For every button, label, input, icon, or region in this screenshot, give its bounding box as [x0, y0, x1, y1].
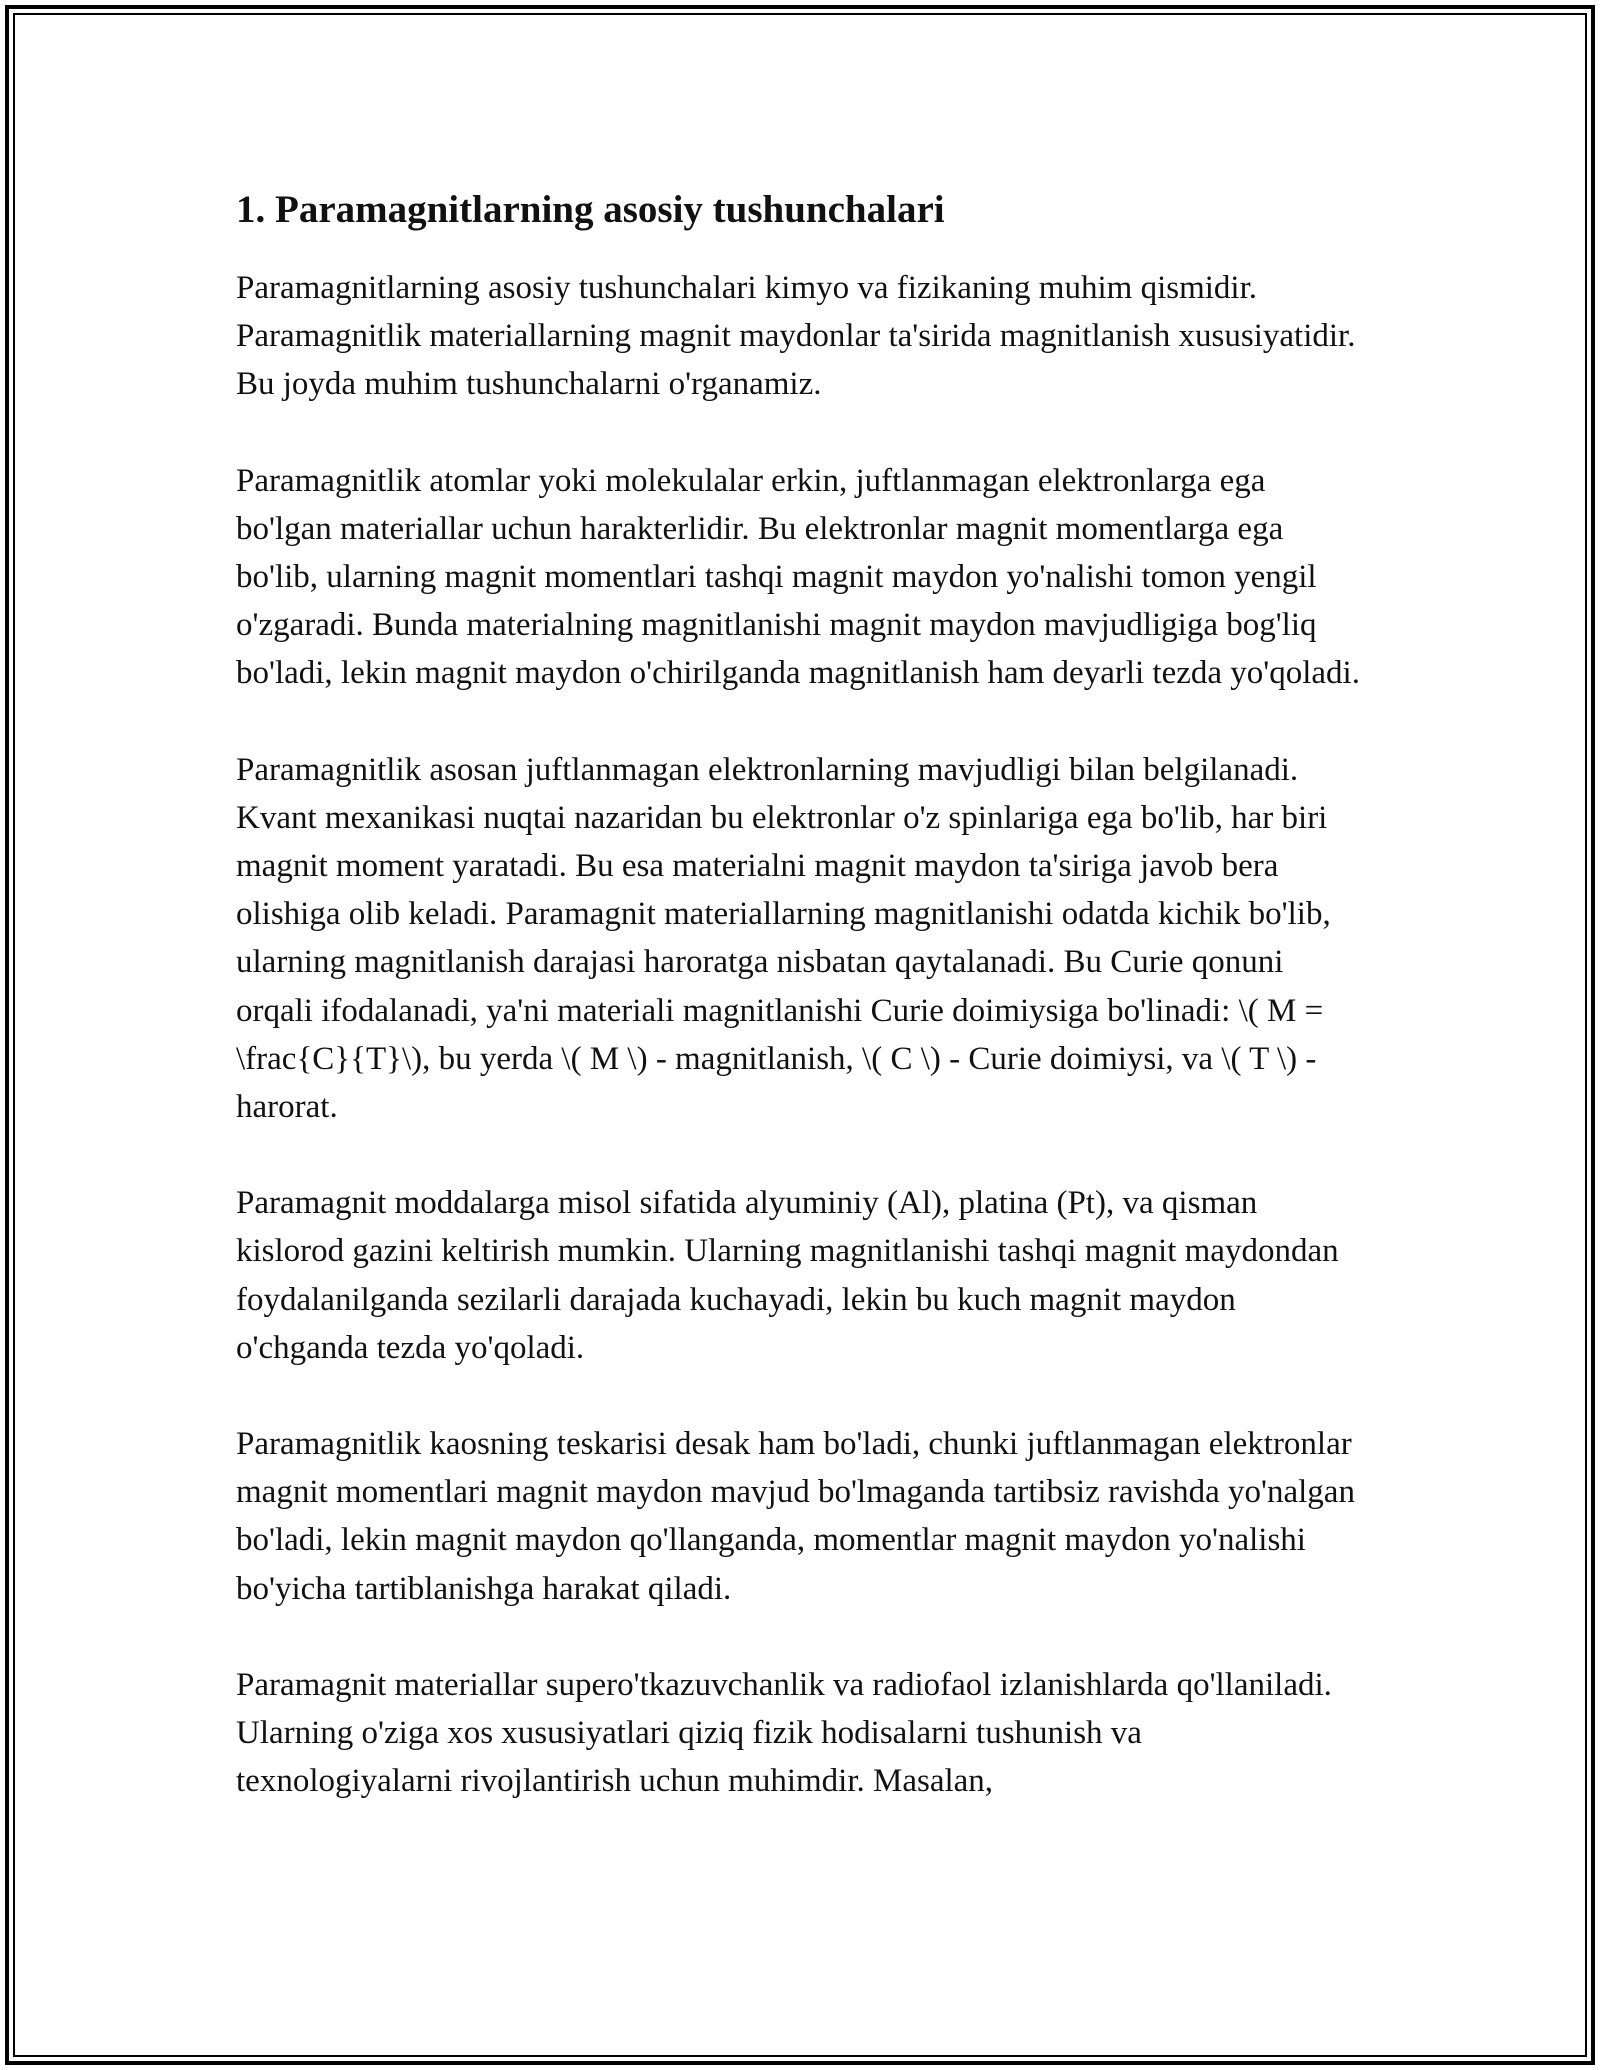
- paragraph-1: Paramagnitlarning asosiy tushunchalari kimyo va fizikaning muhim qismidir. Paramagnitlik materiallarning magnit maydonlar ta'sirida magnitlanish xususiyatidir. Bu joyda muhim tushunchalarni o'rganamiz.: [236, 270, 1356, 403]
- paragraph-4: Paramagnit moddalarga misol sifatida alyuminiy (Al), platina (Pt), va qisman kislorod gazini keltirish mumkin. Ularning magnitlanishi tashqi magnit maydondan foydalanilganda sezilarli darajada kuchayadi, lekin bu kuch magnit maydon o'chganda tezda yo'qoladi.: [236, 1185, 1339, 1366]
- paragraph-2: Paramagnitlik atomlar yoki molekulalar erkin, juftlanmagan elektronlarga ega bo'lgan materiallar uchun harakterlidir. Bu elektronlar magnit momentlarga ega bo'lib, ularning magnit momentlari tashqi magnit maydon yo'nalishi tomon yengil o'zgaradi. Bunda materialning magnitlanishi magnit maydon mavjudligiga bog'liq bo'ladi, lekin magnit maydon o'chirilganda magnitlanish ham deyarli tezda yo'qoladi.: [236, 462, 1360, 692]
- section-heading: 1. Paramagnitlarning asosiy tushunchalari: [236, 188, 945, 231]
- paragraph-6: Paramagnit materiallar supero'tkazuvchanlik va radiofaol izlanishlarda qo'llaniladi. Ularning o'ziga xos xususiyatlari qiziq fizik hodisalarni tushunish va texnologiyalarni rivojlantirish uchun muhimdir. Masalan,: [236, 1666, 1332, 1800]
- paragraph-5: Paramagnitlik kaosning teskarisi desak ham bo'ladi, chunki juftlanmagan elektronlar magnit momentlari magnit maydon mavjud bo'lmaganda tartibsiz ravishda yo'nalgan bo'ladi, lekin magnit maydon qo'llanganda, momentlar magnit maydon yo'nalishi bo'yicha tartiblanishga harakat qiladi.: [236, 1426, 1355, 1607]
- paragraph-3: Paramagnitlik asosan juftlanmagan elektronlarning mavjudligi bilan belgilanadi. Kvant mexanikasi nuqtai nazaridan bu elektronlar o'z spinlariga ega bo'lib, har biri magnit moment yaratadi. Bu esa materialni magnit maydon ta'siriga javob bera olishiga olib keladi. Paramagnit materiallarning magnitlanishi odatda kichik bo'lib, ularning magnitlanish darajasi haroratga nisbatan qaytalanadi. Bu Curie qonuni orqali ifodalanadi, ya'ni materiali magnitlanishi Curie doimiysiga bo'linadi: \( M = \frac{C}{T}\), bu yerda \( M \) - magnitlanish, \( C \) - Curie doimiysi, va \( T \) - harorat.: [236, 751, 1331, 1126]
- document-body: [236, 186, 1366, 1853]
